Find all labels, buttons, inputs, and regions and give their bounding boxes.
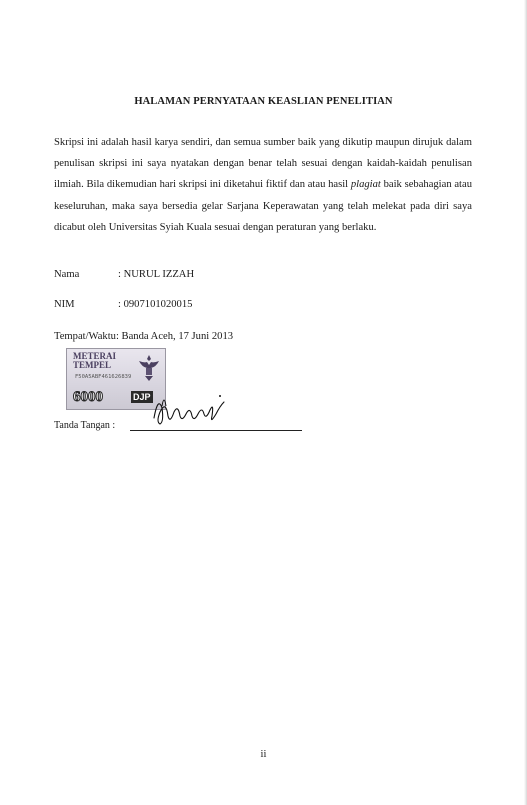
page-number: ii <box>260 749 267 760</box>
nama-value: : NURUL IZZAH <box>118 269 195 280</box>
field-row-nim <box>54 299 192 310</box>
stamp-text-meterai: METERAI <box>73 351 117 361</box>
paragraph-italic-term: plagiat <box>350 179 381 191</box>
signature-label: Tanda Tangan : <box>54 420 116 431</box>
declaration-paragraph <box>54 132 472 238</box>
nama-label: Nama <box>54 269 80 280</box>
place-date-line: Tempat/Waktu: Banda Aceh, 17 Juni 2013 <box>54 331 234 342</box>
nim-label: NIM <box>54 299 75 310</box>
handwritten-signature <box>150 388 230 432</box>
page-title: HALAMAN PERNYATAAN KEASLIAN PENELITIAN <box>134 96 393 107</box>
garuda-emblem-icon <box>137 353 161 383</box>
stamp-text-tempel: TEMPEL <box>73 360 112 370</box>
field-row-nama <box>54 269 194 280</box>
nim-value: : 0907101020015 <box>118 299 193 310</box>
stamp-value: 6000 <box>73 389 103 405</box>
paragraph-text-2: baik sebahagian atau keseluruhan, maka saya bersedia gelar Sarjana Keperawatan yang telah melekat pada diri saya dicabut oleh Universitas Syiah Kuala sesuai dengan peraturan yang berlaku. <box>54 179 472 233</box>
signature-line <box>130 430 302 431</box>
stamp-serial: F50A5ABF461626839 <box>75 374 132 380</box>
paragraph-text-1: Skripsi ini adalah hasil karya sendiri, dan semua sumber baik yang dikutip maupun dirujuk dalam penulisan skripsi ini saya nyatakan dengan benar telah sesuai dengan kaidah-kaidah penulisan ilmiah. Bila dikemudian hari skripsi ini diketahui fiktif dan atau hasil <box>54 137 472 191</box>
stamp-code: DJP <box>133 392 151 402</box>
